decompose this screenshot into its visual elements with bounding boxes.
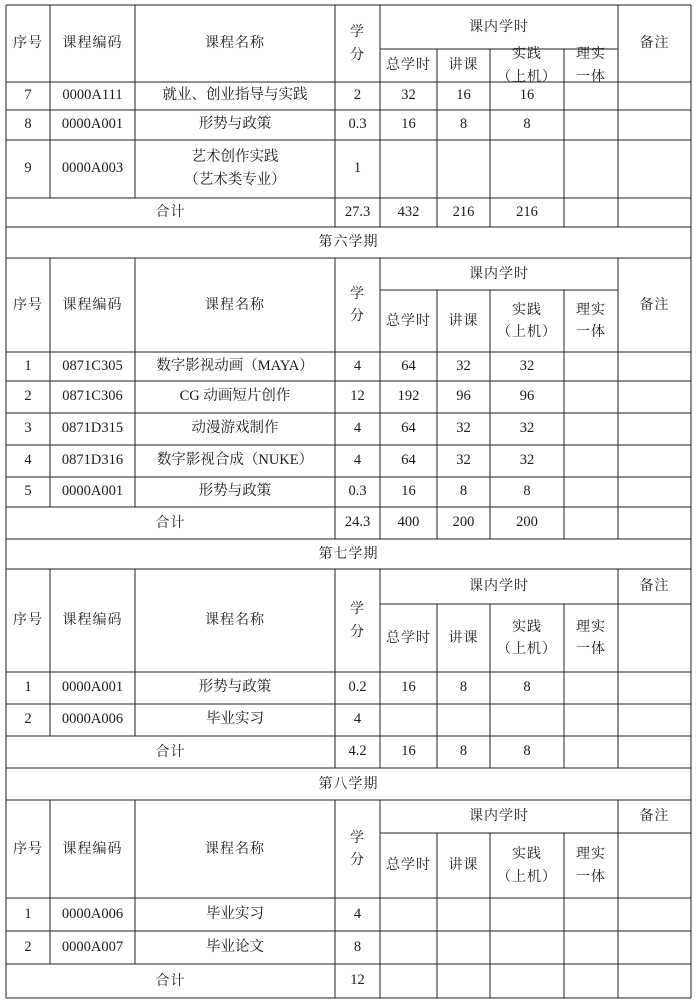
course-total: 64 — [401, 452, 416, 469]
course-practice: 96 — [519, 388, 535, 405]
course-remark — [618, 898, 691, 931]
course-lecture: 8 — [459, 483, 468, 500]
total-total: 400 — [397, 514, 420, 531]
course-code: 0871D316 — [61, 452, 124, 469]
course-credit: 1 — [353, 160, 362, 177]
header-credit: 学 分 — [350, 285, 365, 324]
course-credit: 0.3 — [348, 483, 367, 500]
course-remark — [618, 445, 691, 477]
course-total — [380, 931, 437, 964]
course-code: 0000A111 — [62, 87, 123, 104]
header-remark: 备注 — [639, 35, 670, 52]
total-practice: 200 — [516, 514, 538, 531]
total-integrated — [564, 964, 618, 998]
total-lecture — [437, 964, 490, 998]
course-total: 16 — [401, 116, 416, 133]
course-seq: 2 — [24, 938, 32, 955]
course-lecture: 32 — [456, 420, 471, 437]
course-lecture: 8 — [459, 679, 468, 696]
total-remark — [618, 198, 691, 227]
course-credit: 4 — [353, 905, 362, 922]
course-seq: 2 — [24, 388, 32, 405]
total-integrated — [564, 507, 618, 539]
course-practice — [490, 898, 564, 931]
course-code: 0000A001 — [61, 116, 124, 133]
header-seq: 序号 — [13, 612, 43, 629]
course-credit: 4 — [353, 711, 362, 728]
course-practice: 8 — [523, 483, 531, 500]
header-course-name: 课程名称 — [205, 296, 265, 313]
course-integrated — [564, 140, 618, 198]
course-seq: 3 — [24, 420, 32, 437]
header-course-code: 课程编码 — [62, 296, 123, 313]
course-integrated — [564, 352, 618, 381]
header-course-code: 课程编码 — [62, 840, 123, 857]
header-class-hours: 课内学时 — [469, 18, 529, 35]
course-integrated — [564, 413, 618, 445]
header-credit: 学 分 — [350, 601, 365, 640]
header-course-name: 课程名称 — [205, 35, 265, 52]
header-class-hours: 课内学时 — [469, 265, 529, 282]
course-lecture: 32 — [456, 452, 471, 469]
course-total: 32 — [401, 87, 416, 104]
total-practice — [490, 964, 564, 998]
course-lecture: 8 — [459, 116, 468, 133]
header-integrated: 理实 一体 — [576, 846, 606, 885]
course-lecture — [437, 898, 490, 931]
course-integrated — [564, 477, 618, 507]
course-remark — [618, 82, 691, 110]
course-practice: 8 — [523, 116, 531, 133]
course-code: 0871C306 — [62, 388, 123, 405]
course-lecture — [437, 704, 490, 736]
header-lecture: 讲课 — [448, 312, 479, 329]
course-total: 16 — [401, 679, 416, 696]
course-remark — [618, 381, 691, 413]
course-credit: 8 — [353, 938, 362, 955]
course-code: 0000A007 — [61, 938, 124, 955]
course-integrated — [564, 672, 618, 704]
course-integrated — [564, 931, 618, 964]
total-remark — [618, 507, 691, 539]
course-seq: 8 — [24, 116, 32, 133]
header-total-hours: 总学时 — [386, 57, 431, 74]
total-label: 合计 — [155, 204, 186, 221]
course-seq: 1 — [24, 679, 32, 696]
course-total: 64 — [401, 420, 416, 437]
total-total: 16 — [401, 743, 416, 760]
total-remark — [618, 964, 691, 998]
course-lecture — [437, 931, 490, 964]
course-seq: 2 — [24, 711, 32, 728]
course-practice: 32 — [519, 357, 535, 374]
course-name: 毕业实习 — [206, 711, 264, 728]
course-seq: 1 — [24, 357, 32, 374]
course-integrated — [564, 381, 618, 413]
course-code: 0000A001 — [61, 679, 124, 696]
course-remark — [618, 672, 691, 704]
course-credit: 4 — [353, 357, 362, 374]
course-remark — [618, 931, 691, 964]
course-practice: 32 — [519, 452, 535, 469]
total-lecture: 200 — [452, 514, 475, 531]
header-course-name: 课程名称 — [205, 840, 265, 857]
course-code: 0000A006 — [61, 711, 124, 728]
course-code: 0871D315 — [61, 420, 124, 437]
course-code: 0000A003 — [61, 160, 124, 177]
course-integrated — [564, 110, 618, 140]
course-name: 就业、创业指导与实践 — [162, 87, 308, 104]
course-total — [380, 704, 437, 736]
total-label: 合计 — [155, 972, 186, 989]
course-name: 形势与政策 — [198, 116, 272, 133]
course-remark — [618, 413, 691, 445]
course-credit: 0.2 — [348, 679, 367, 696]
total-total — [380, 964, 437, 998]
course-name: 动漫游戏制作 — [191, 420, 279, 437]
semester-title: 第八学期 — [318, 775, 379, 792]
course-total: 192 — [397, 388, 420, 405]
course-name: 形势与政策 — [198, 679, 272, 696]
course-remark — [618, 352, 691, 381]
header-practice: 实践 （上机） — [497, 301, 557, 340]
header-practice: 实践 （上机） — [497, 618, 557, 657]
course-code: 0000A006 — [61, 905, 124, 922]
course-remark — [618, 110, 691, 140]
total-lecture: 216 — [452, 203, 475, 220]
course-seq: 5 — [24, 483, 32, 500]
course-credit: 12 — [350, 388, 365, 405]
total-credit: 12 — [350, 972, 365, 989]
course-practice: 16 — [519, 87, 535, 104]
total-remark — [618, 736, 691, 768]
total-integrated — [564, 198, 618, 227]
course-total — [380, 898, 437, 931]
course-name: 毕业论文 — [206, 938, 264, 955]
course-integrated — [564, 82, 618, 110]
header-class-hours: 课内学时 — [469, 578, 529, 595]
course-credit: 2 — [353, 87, 362, 104]
total-credit: 27.3 — [344, 203, 371, 220]
header-total-hours: 总学时 — [386, 312, 431, 329]
header-class-hours: 课内学时 — [469, 808, 529, 825]
course-seq: 1 — [24, 905, 32, 922]
course-lecture: 16 — [456, 87, 471, 104]
header-remark: 备注 — [639, 578, 670, 595]
course-integrated — [564, 898, 618, 931]
header-lecture: 讲课 — [448, 57, 479, 74]
header-total-hours: 总学时 — [386, 857, 431, 874]
course-practice — [490, 704, 564, 736]
total-practice: 8 — [523, 743, 531, 760]
header-integrated: 理实 一体 — [576, 46, 606, 85]
course-seq: 4 — [24, 452, 32, 469]
course-total: 16 — [401, 483, 416, 500]
header-total-hours: 总学时 — [386, 629, 431, 646]
course-remark — [618, 477, 691, 507]
header-credit: 学 分 — [350, 24, 365, 63]
header-integrated: 理实 一体 — [576, 618, 606, 657]
header-course-code: 课程编码 — [62, 35, 123, 52]
course-code: 0871C305 — [62, 357, 123, 374]
header-integrated: 理实 一体 — [576, 301, 606, 340]
course-code: 0000A001 — [61, 483, 124, 500]
header-credit: 学 分 — [350, 829, 365, 868]
course-lecture: 32 — [456, 357, 471, 374]
course-practice — [490, 140, 564, 198]
total-lecture: 8 — [459, 743, 468, 760]
course-seq: 9 — [24, 160, 32, 177]
course-practice — [490, 931, 564, 964]
course-remark — [618, 704, 691, 736]
header-practice: 实践 （上机） — [497, 46, 557, 85]
course-practice: 32 — [519, 420, 535, 437]
total-credit: 24.3 — [344, 514, 371, 531]
course-integrated — [564, 445, 618, 477]
header-remark: 备注 — [639, 296, 670, 313]
total-practice: 216 — [516, 203, 538, 220]
course-name: 数字影视合成（NUKE） — [156, 452, 314, 469]
course-remark — [618, 140, 691, 198]
total-total: 432 — [397, 203, 420, 220]
course-credit: 0.3 — [348, 116, 367, 133]
semester-title: 第七学期 — [318, 545, 379, 562]
course-seq: 7 — [24, 87, 32, 104]
header-course-code: 课程编码 — [62, 612, 123, 629]
course-name: 形势与政策 — [198, 483, 272, 500]
total-label: 合计 — [155, 743, 186, 760]
course-name: 毕业实习 — [206, 905, 264, 922]
course-integrated — [564, 704, 618, 736]
semester-title: 第六学期 — [318, 234, 379, 251]
total-credit: 4.2 — [348, 743, 367, 760]
header-lecture: 讲课 — [448, 629, 479, 646]
header-seq: 序号 — [13, 296, 43, 313]
header-seq: 序号 — [13, 840, 43, 857]
total-label: 合计 — [155, 514, 186, 531]
total-integrated — [564, 736, 618, 768]
course-total — [380, 140, 437, 198]
course-name: CG 动画短片创作 — [179, 388, 291, 405]
header-course-name: 课程名称 — [205, 612, 265, 629]
course-name: 数字影视动画（MAYA） — [156, 357, 314, 374]
course-practice: 8 — [523, 679, 531, 696]
course-lecture — [437, 140, 490, 198]
course-credit: 4 — [353, 452, 362, 469]
course-name: 艺术创作实践 （艺术类专业） — [184, 148, 286, 188]
header-lecture: 讲课 — [448, 857, 479, 874]
course-total: 64 — [401, 357, 416, 374]
course-lecture: 96 — [456, 388, 471, 405]
course-credit: 4 — [353, 420, 362, 437]
header-seq: 序号 — [13, 35, 43, 52]
header-practice: 实践 （上机） — [497, 846, 557, 885]
header-remark: 备注 — [639, 808, 670, 825]
